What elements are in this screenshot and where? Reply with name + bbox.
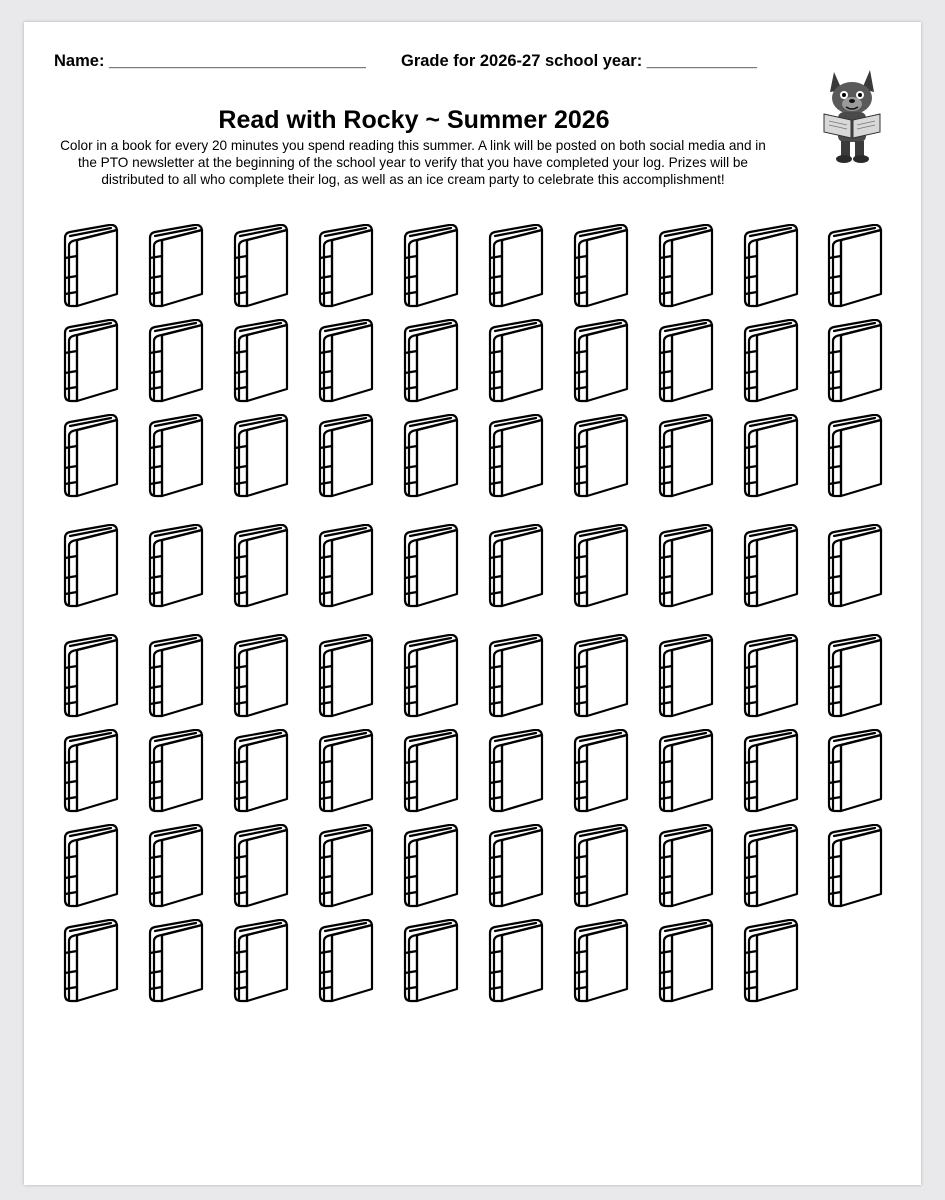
book-icon [401,919,465,1005]
book-icon [741,524,805,610]
book-icon [146,224,210,310]
name-field: Name: ____________________________ [54,52,366,70]
book-icon [146,824,210,910]
book-icon [741,919,805,1005]
book-grid [24,22,921,1185]
book-icon [231,524,295,610]
instructions-text: Color in a book for every 20 minutes you spend reading this summer. A link will be posted on both social media and in the PTO newsletter at the beginning of the school year to verify that you have completed your log. Prizes will be distributed to all who complete their log, as well as an ice cream party to celebrate this accomplishment! [60,138,766,187]
book-icon [571,634,635,720]
book-icon [231,729,295,815]
book-icon [146,634,210,720]
book-icon [571,524,635,610]
grade-field: Grade for 2026-27 school year: ____________ [401,52,757,70]
book-icon [571,824,635,910]
book-icon [656,414,720,500]
book-icon [825,729,889,815]
book-icon [741,729,805,815]
book-icon [825,634,889,720]
book-icon [401,524,465,610]
book-icon [231,319,295,405]
book-icon [486,824,550,910]
book-icon [656,824,720,910]
book-icon [486,414,550,500]
book-icon [401,729,465,815]
book-icon [486,919,550,1005]
book-icon [146,729,210,815]
book-icon [741,224,805,310]
book-icon [61,524,125,610]
book-icon [571,729,635,815]
book-icon [741,319,805,405]
book-icon [741,824,805,910]
book-icon [401,319,465,405]
book-icon [231,224,295,310]
book-icon [825,524,889,610]
book-icon [401,224,465,310]
book-icon [825,414,889,500]
book-icon [486,729,550,815]
book-icon [486,524,550,610]
book-icon [571,319,635,405]
page-title: Read with Rocky ~ Summer 2026 [218,106,610,134]
book-icon [231,634,295,720]
book-icon [825,319,889,405]
book-icon [146,414,210,500]
book-icon [146,319,210,405]
book-icon [61,824,125,910]
book-icon [61,919,125,1005]
book-icon [825,224,889,310]
book-icon [486,224,550,310]
book-icon [401,634,465,720]
book-icon [656,634,720,720]
book-icon [231,919,295,1005]
book-icon [656,224,720,310]
book-icon [316,824,380,910]
book-icon [316,319,380,405]
book-icon [146,919,210,1005]
book-icon [741,414,805,500]
book-icon [401,414,465,500]
book-icon [61,634,125,720]
book-icon [656,524,720,610]
book-icon [656,919,720,1005]
book-icon [825,824,889,910]
book-icon [741,634,805,720]
book-icon [486,634,550,720]
book-icon [231,824,295,910]
book-icon [571,414,635,500]
book-icon [146,524,210,610]
book-icon [571,224,635,310]
book-icon [316,224,380,310]
book-icon [656,319,720,405]
book-icon [61,224,125,310]
book-icon [61,729,125,815]
book-icon [571,919,635,1005]
book-icon [316,524,380,610]
book-icon [316,919,380,1005]
book-icon [316,634,380,720]
book-icon [61,319,125,405]
book-icon [486,319,550,405]
book-icon [61,414,125,500]
book-icon [231,414,295,500]
reading-log-page [24,22,921,1185]
book-icon [656,729,720,815]
book-icon [401,824,465,910]
book-icon [316,729,380,815]
book-icon [316,414,380,500]
